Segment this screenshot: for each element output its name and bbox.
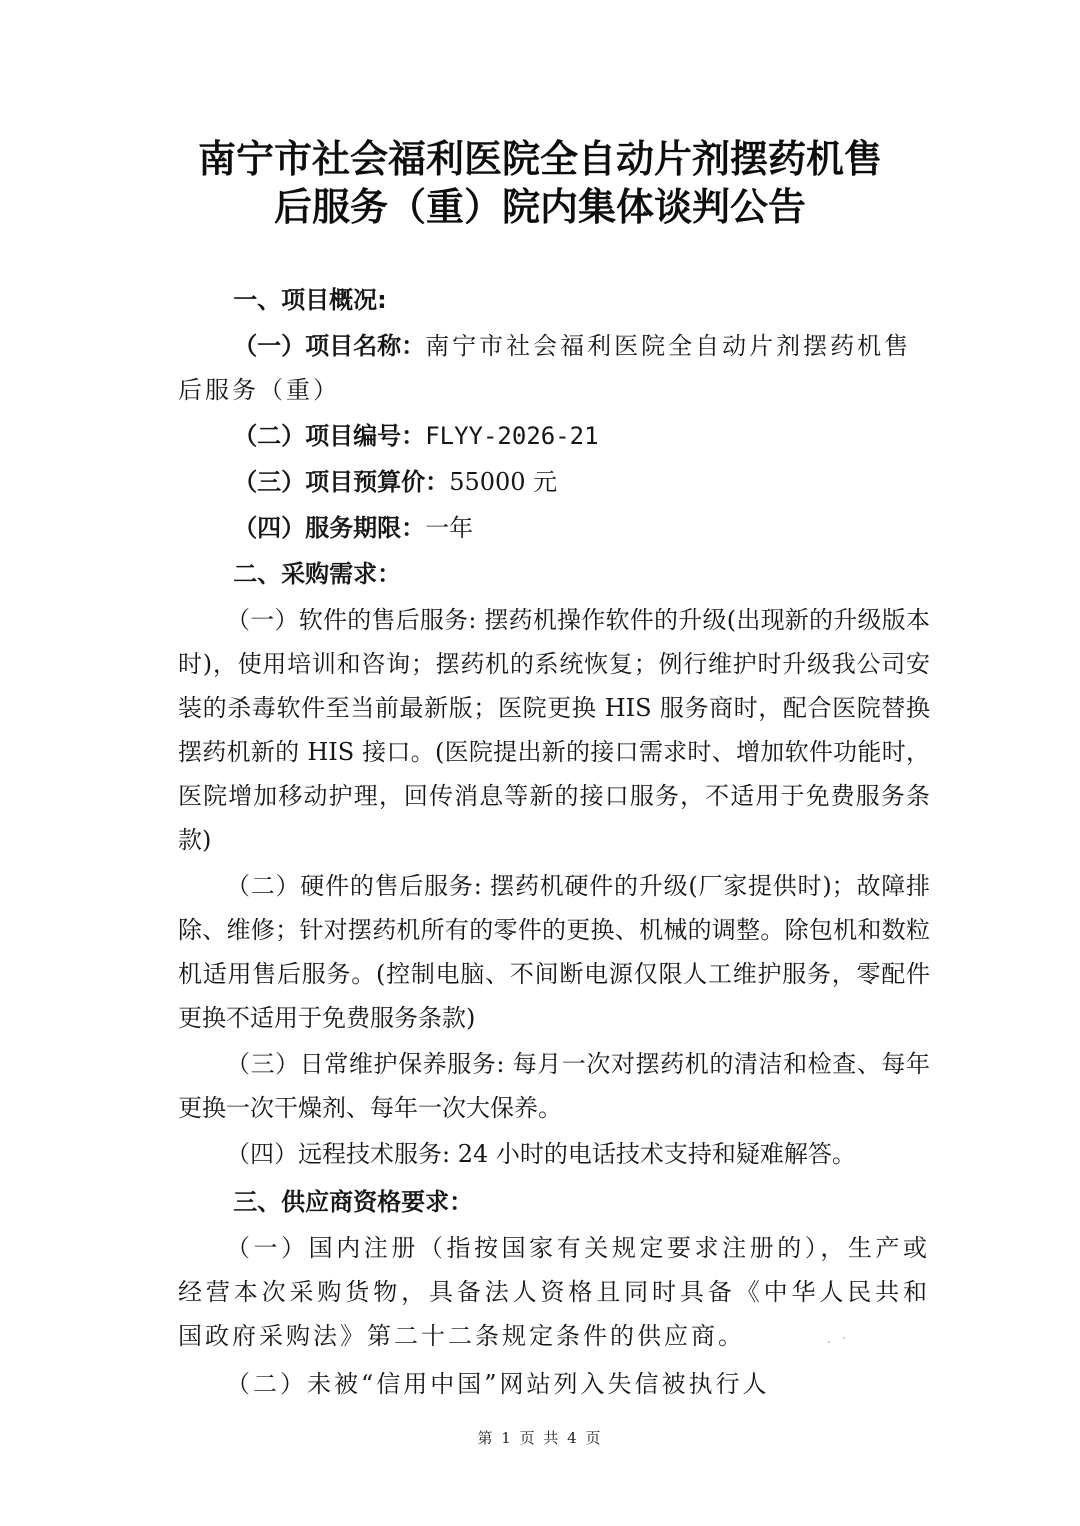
section-3-heading: 三、供应商资格要求： (233, 1188, 474, 1216)
project-name-value: 南宁市社会福利医院全自动片剂摆药机售后服务（重） (178, 332, 912, 404)
hardware-service-paragraph: （二）硬件的售后服务: 摆药机硬件的升级(厂家提供时)；故障排除、维修；针对摆药机所有的零件的更换、机械的调整。除包机和数粒机适用售后服务。(控制电脑、不间断电源仅限人工维护服务，零配件更换不适用于免费服务条款) (178, 872, 930, 1032)
project-number-label: （二）项目编号： (233, 422, 426, 450)
project-budget-value: 55000 元 (449, 468, 558, 496)
document-title (120, 135, 960, 231)
project-name-label: （一）项目名称： (233, 332, 426, 360)
project-budget-item (178, 460, 930, 504)
project-number-item (178, 414, 930, 458)
credit-china-paragraph: （二）未被“信用中国”网站列入失信被执行人 (226, 1370, 770, 1398)
remote-service-paragraph: （四）远程技术服务: 24 小时的电话技术支持和疑难解答。 (226, 1140, 856, 1168)
project-number-value: FLYY-2026-21 (425, 422, 599, 450)
service-period-item (178, 506, 930, 550)
scan-speck (828, 1341, 830, 1343)
maintenance-service-paragraph: （三）日常维护保养服务: 每月一次对摆药机的清洁和检查、每年更换一次干燥剂、每年一次大保养。 (178, 1050, 930, 1122)
document-body (178, 278, 930, 1406)
supplier-registration-paragraph: （一）国内注册（指按国家有关规定要求注册的），生产或经营本次采购货物，具备法人资格且同时具备《中华人民共和国政府采购法》第二十二条规定条件的供应商。 (178, 1234, 930, 1350)
software-service-paragraph: （一）软件的售后服务: 摆药机操作软件的升级(出现新的升级版本时)，使用培训和咨询；摆药机的系统恢复；例行维护时升级我公司安装的杀毒软件至当前最新版；医院更换 HIS 服务商时，配合医院替换摆药机新的 HIS 接口。(医院提出新的接口需求时、增加软件功能时，医院增加移动护理，回传消息等新的接口服务，不适用于免费服务条款) (178, 606, 930, 854)
title-line-1: 南宁市社会福利医院全自动片剂摆药机售 (197, 137, 882, 181)
service-period-label: （四）服务期限： (233, 514, 426, 542)
title-line-2: 后服务（重）院内集体谈判公告 (273, 185, 806, 229)
section-2-heading: 二、采购需求： (233, 560, 402, 588)
service-period-value: 一年 (425, 514, 474, 542)
project-name-item (178, 324, 930, 412)
project-budget-label: （三）项目预算价： (233, 468, 450, 496)
page-number-footer: 第 1 页 共 4 页 (477, 1429, 603, 1447)
scan-speck (843, 1337, 845, 1339)
section-1-heading: 一、项目概况: (233, 286, 387, 314)
